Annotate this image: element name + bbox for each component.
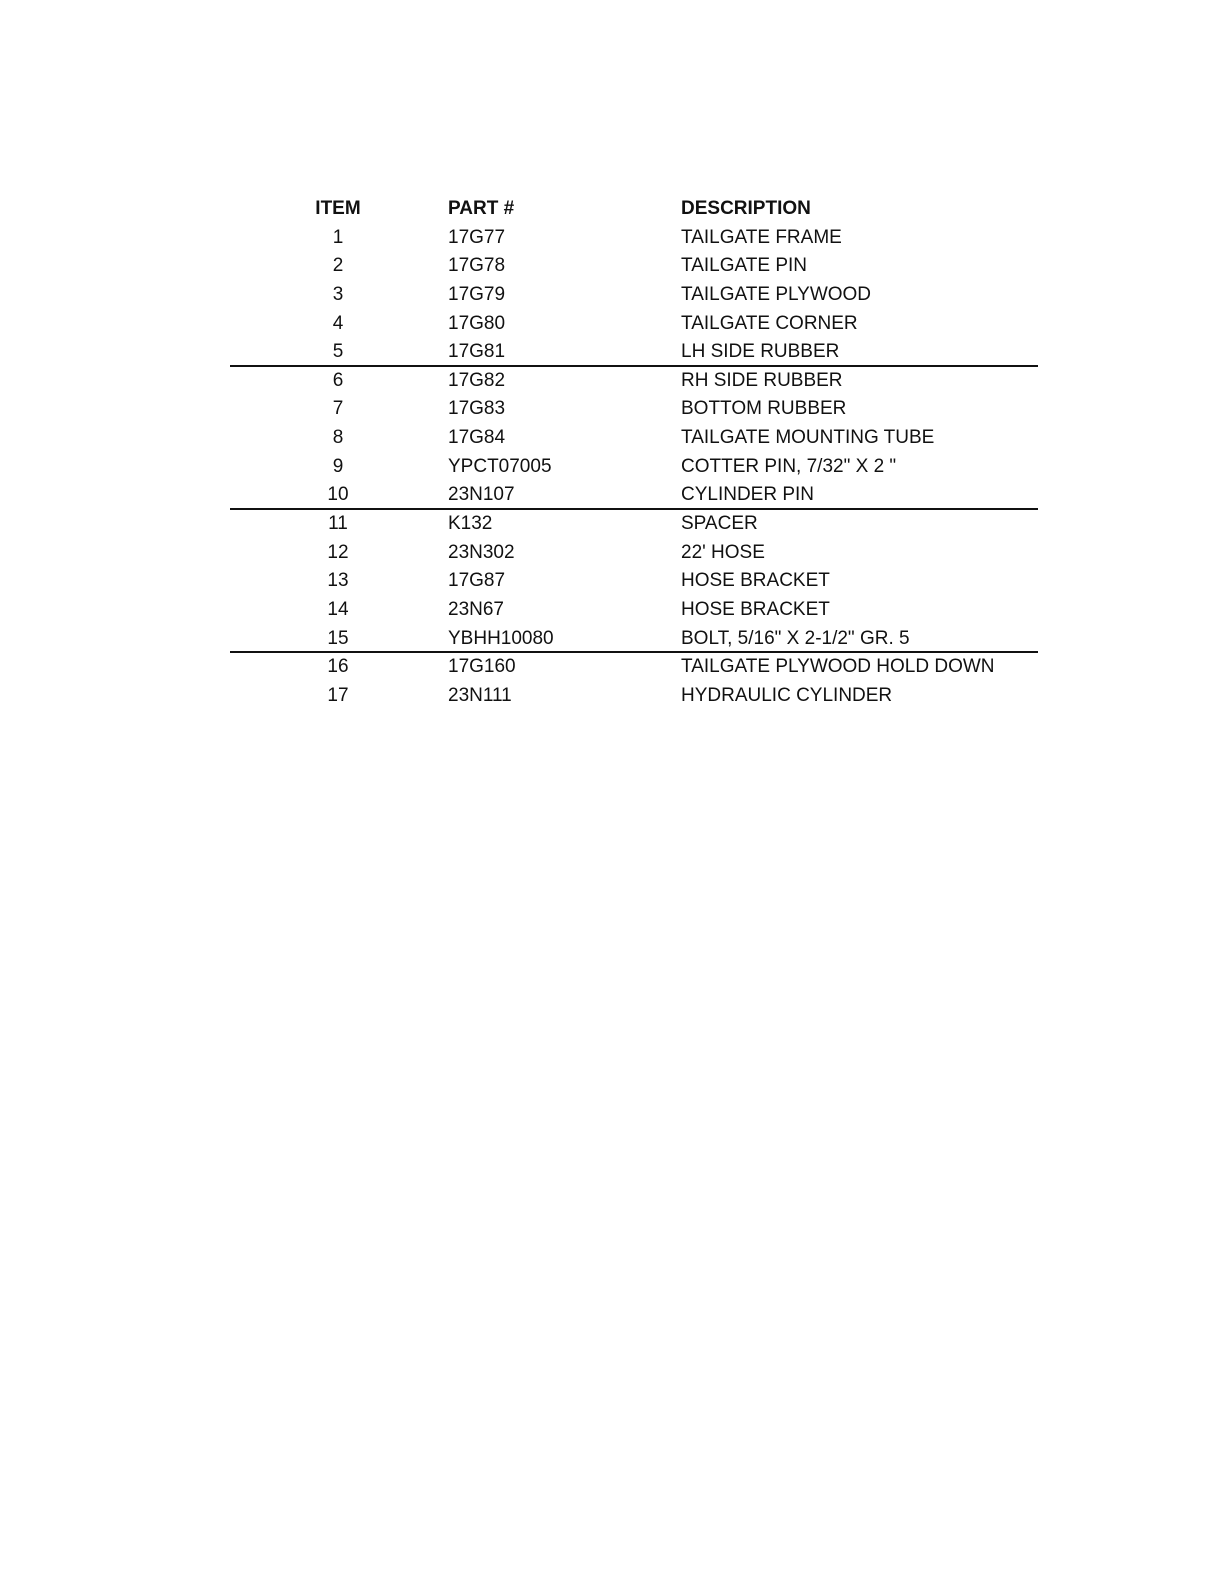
part-description: COTTER PIN, 7/32" X 2 " — [681, 455, 897, 477]
table-row — [230, 424, 1038, 453]
part-number: YBHH10080 — [448, 627, 554, 649]
part-description: HOSE BRACKET — [681, 570, 830, 592]
table-row — [230, 367, 1038, 396]
part-number: YPCT07005 — [448, 455, 552, 477]
table-row — [230, 453, 1038, 482]
item-number: 4 — [332, 312, 344, 334]
item-number: 7 — [332, 398, 344, 420]
table-header-row — [230, 195, 1038, 224]
part-number: K132 — [448, 513, 493, 535]
item-number: 13 — [327, 570, 349, 592]
item-number: 12 — [327, 541, 349, 563]
item-number: 6 — [332, 369, 344, 391]
table-row — [230, 481, 1038, 510]
part-number: 17G77 — [448, 226, 506, 248]
item-number: 8 — [332, 427, 344, 449]
part-description: HYDRAULIC CYLINDER — [681, 684, 893, 706]
part-number: 17G81 — [448, 341, 506, 363]
part-description: RH SIDE RUBBER — [681, 369, 843, 391]
part-number: 17G79 — [448, 283, 506, 305]
part-description: TAILGATE CORNER — [681, 312, 858, 334]
part-number: 23N111 — [448, 684, 512, 706]
part-number: 17G80 — [448, 312, 506, 334]
part-description: 22' HOSE — [681, 541, 765, 563]
parts-list-table — [230, 195, 1038, 711]
header-item: ITEM — [315, 198, 361, 219]
item-number: 10 — [327, 484, 349, 506]
part-description: TAILGATE FRAME — [681, 226, 842, 248]
part-number: 23N67 — [448, 598, 504, 620]
table-row — [230, 625, 1038, 654]
table-row — [230, 338, 1038, 367]
header-description: DESCRIPTION — [681, 198, 811, 219]
table-row — [230, 596, 1038, 625]
part-description: LH SIDE RUBBER — [681, 341, 840, 363]
part-number: 17G83 — [448, 398, 506, 420]
item-number: 17 — [327, 684, 349, 706]
table-row — [230, 395, 1038, 424]
part-number: 23N302 — [448, 541, 515, 563]
part-number: 17G84 — [448, 427, 506, 449]
item-number: 9 — [332, 455, 344, 477]
part-number: 17G87 — [448, 570, 506, 592]
part-description: TAILGATE PLYWOOD — [681, 283, 872, 305]
part-description: BOLT, 5/16" X 2-1/2" GR. 5 — [681, 627, 910, 649]
part-description: BOTTOM RUBBER — [681, 398, 847, 420]
table-row — [230, 252, 1038, 281]
part-number: 17G82 — [448, 369, 506, 391]
table-row — [230, 539, 1038, 568]
part-description: TAILGATE MOUNTING TUBE — [681, 427, 935, 449]
table-row — [230, 510, 1038, 539]
part-description: SPACER — [681, 513, 758, 535]
item-number: 1 — [332, 226, 344, 248]
table-row — [230, 310, 1038, 339]
table-row — [230, 281, 1038, 310]
part-description: HOSE BRACKET — [681, 598, 830, 620]
table-row — [230, 682, 1038, 711]
item-number: 15 — [327, 627, 349, 649]
table-row — [230, 224, 1038, 253]
part-number: 23N107 — [448, 484, 515, 506]
part-number: 17G160 — [448, 656, 516, 678]
part-number: 17G78 — [448, 255, 506, 277]
part-description: TAILGATE PIN — [681, 255, 807, 277]
item-number: 3 — [332, 283, 344, 305]
item-number: 16 — [327, 656, 349, 678]
item-number: 5 — [332, 341, 344, 363]
item-number: 2 — [332, 255, 344, 277]
part-description: CYLINDER PIN — [681, 484, 815, 506]
header-part-number: PART # — [448, 198, 515, 219]
table-row — [230, 567, 1038, 596]
part-description: TAILGATE PLYWOOD HOLD DOWN — [681, 656, 995, 678]
item-number: 11 — [328, 513, 348, 535]
table-row — [230, 653, 1038, 682]
item-number: 14 — [327, 598, 349, 620]
